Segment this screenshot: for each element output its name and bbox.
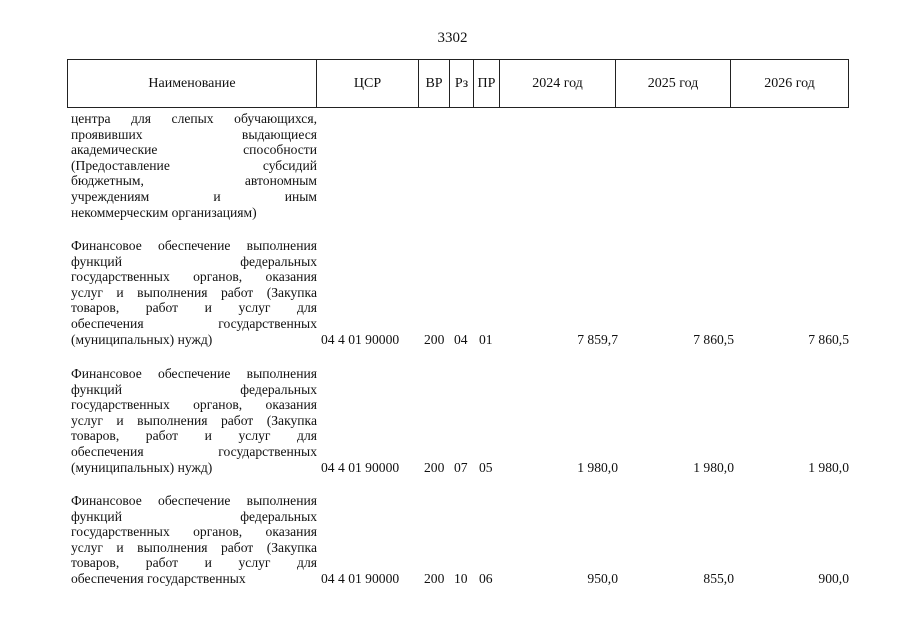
- row-name: [71, 111, 317, 220]
- row-name: [71, 366, 317, 475]
- header-vr: ВР: [419, 60, 450, 107]
- row-2026: 7 860,5: [808, 331, 849, 347]
- row-rz: 04: [454, 331, 468, 347]
- row-name-line: услуг и выполнения работ (Закупка: [71, 539, 317, 555]
- row-vr: 200: [424, 459, 445, 475]
- row-name-line: Финансовое обеспечение выполнения: [71, 238, 317, 253]
- row-name-line: (муниципальных) нужд): [71, 459, 213, 475]
- row-2025: 7 860,5: [693, 331, 734, 347]
- row-csr: 04 4 01 90000: [321, 459, 400, 475]
- header-2024: 2024 год: [500, 60, 616, 107]
- table-header: [67, 59, 849, 108]
- row-name-line: функций федеральных: [71, 253, 317, 269]
- row-name-line: академические способности: [71, 142, 317, 158]
- row-name-line: государственных органов, оказания: [71, 524, 317, 540]
- row-name-line: обеспечения государственных: [71, 315, 317, 331]
- row-vr: 200: [424, 331, 445, 347]
- header-rz: Рз: [450, 60, 474, 107]
- row-name-line: некоммерческим организациям): [71, 204, 257, 220]
- row-pr: 05: [479, 459, 493, 475]
- row-csr: 04 4 01 90000: [321, 331, 400, 347]
- row-2025: 1 980,0: [693, 459, 734, 475]
- row-rz: 10: [454, 571, 468, 586]
- row-name-line: центра для слепых обучающихся,: [71, 111, 317, 126]
- header-name: Наименование: [68, 60, 317, 107]
- row-name-line: функций федеральных: [71, 381, 317, 397]
- header-2026: 2026 год: [764, 75, 815, 91]
- row-name-line: товаров, работ и услуг для: [71, 428, 317, 444]
- row-name-line: товаров, работ и услуг для: [71, 555, 317, 571]
- row-name-line: (муниципальных) нужд): [71, 331, 213, 347]
- row-pr: 01: [479, 331, 493, 347]
- header-2025: 2025 год: [616, 60, 731, 107]
- row-name-line: (Предоставление субсидий: [71, 157, 317, 173]
- row-name-line: Финансовое обеспечение выполнения: [71, 493, 317, 508]
- row-name-line: функций федеральных: [71, 508, 317, 524]
- row-name-line: бюджетным, автономным: [71, 173, 317, 189]
- row-name-line: учреждениям и иным: [71, 188, 317, 204]
- row-name-line: Финансовое обеспечение выполнения: [71, 366, 317, 381]
- header-csr: ЦСР: [317, 60, 419, 107]
- row-vr: 200: [424, 571, 445, 586]
- page-number: 3302: [437, 30, 468, 46]
- row-pr: 06: [479, 571, 493, 586]
- row-name-line: обеспечения государственных: [71, 443, 317, 459]
- row-rz: 07: [454, 459, 468, 475]
- row-name: [71, 238, 317, 347]
- row-2024: 1 980,0: [577, 459, 618, 475]
- header-pr: ПР: [474, 60, 500, 107]
- row-2025: 855,0: [703, 571, 734, 586]
- row-name-line: услуг и выполнения работ (Закупка: [71, 412, 317, 428]
- row-2026: 1 980,0: [808, 459, 849, 475]
- row-2024: 7 859,7: [577, 331, 618, 347]
- row-name-line: обеспечения государственных: [71, 570, 246, 586]
- row-name: [71, 493, 317, 587]
- row-name-line: услуг и выполнения работ (Закупка: [71, 284, 317, 300]
- row-name-line: проявивших выдающиеся: [71, 126, 317, 142]
- row-name-line: государственных органов, оказания: [71, 397, 317, 413]
- row-name-line: государственных органов, оказания: [71, 269, 317, 285]
- row-name-line: товаров, работ и услуг для: [71, 300, 317, 316]
- row-csr: 04 4 01 90000: [321, 571, 400, 586]
- row-2026: 900,0: [818, 571, 849, 586]
- row-2024: 950,0: [587, 571, 618, 586]
